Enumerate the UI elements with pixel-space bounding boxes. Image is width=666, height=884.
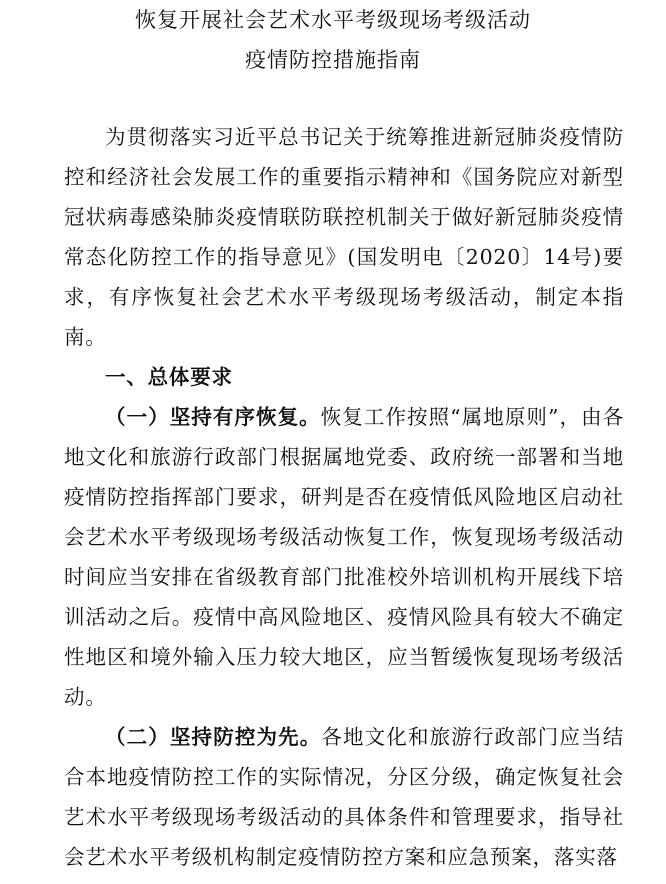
item-1-paragraph [64, 397, 624, 717]
item-2-lead: （二）坚持防控为先。 [105, 725, 322, 749]
document-title-line-1: 恢复开展社会艺术水平考级现场考级活动 [135, 8, 531, 32]
item-2-text: 各地文化和旅游行政部门应当结合本地疫情防控工作的实际情况，分区分级，确定恢复社会艺术水平考级现场考级活动的具体条件和管理要求，指导社会艺术水平考级机构制定疫情防控方案和应急预案，落实落 [64, 725, 624, 869]
section-heading-general-requirements: 一、总体要求 [105, 365, 233, 389]
item-1-text: 恢复工作按照“属地原则”，由各地文化和旅游行政部门根据属地党委、政府统一部署和当地疫情防控指挥部门要求，研判是否在疫情低风险地区启动社会艺术水平考级现场考级活动恢复工作，恢复现场考级活动时间应当安排在省级教育部门批准校外培训机构开展线下培训活动之后。疫情中高风险地区、疫情风险具有较大不确定性地区和境外输入压力较大地区，应当暂缓恢复现场考级活动。 [64, 405, 625, 709]
item-1-lead: （一）坚持有序恢复。 [105, 405, 321, 429]
item-2-paragraph [64, 717, 624, 877]
document-title-line-2: 疫情防控措施指南 [245, 48, 421, 72]
intro-paragraph: 为贯彻落实习近平总书记关于统筹推进新冠肺炎疫情防控和经济社会发展工作的重要指示精神和《国务院应对新型冠状病毒感染肺炎疫情联防联控机制关于做好新冠肺炎疫情常态化防控工作的指导意见》(国发明电〔2020〕14号)要求，有序恢复社会艺术水平考级现场考级活动，制定本指南。 [64, 125, 624, 349]
document-body [64, 117, 624, 877]
